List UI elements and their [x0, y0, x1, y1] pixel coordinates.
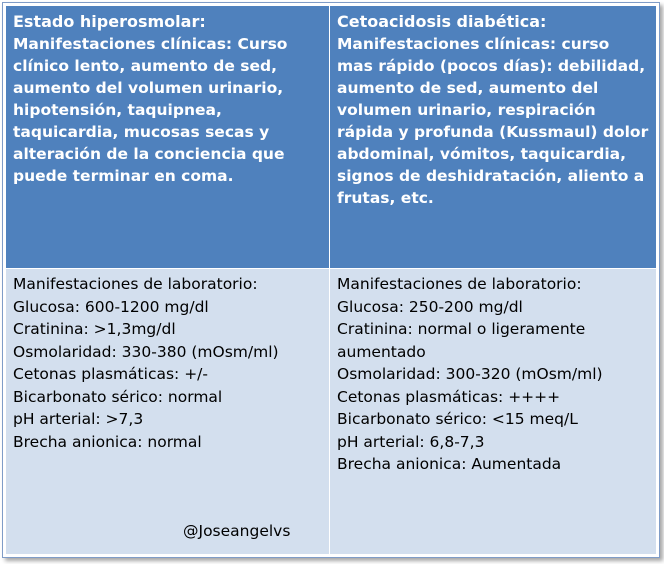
lab-ph: pH arterial: >7,3 [13, 410, 144, 428]
lab-ketones: Cetonas plasmáticas: ++++ [337, 387, 561, 406]
lab-bicarbonate: Bicarbonato sérico: normal [13, 387, 223, 406]
header-cell-ketoacidosis [330, 6, 656, 268]
lab-heading: Manifestaciones de laboratorio: [13, 275, 258, 293]
lab-cell-ketoacidosis [330, 268, 656, 554]
hyperosmolar-title: Estado hiperosmolar: [13, 12, 206, 31]
comparison-table [6, 6, 656, 554]
lab-osmolarity: Osmolaridad: 300-320 (mOsm/ml) [337, 365, 603, 383]
lab-glucose: Glucosa: 600-1200 mg/dl [13, 297, 209, 316]
lab-ph: pH arterial: 6,8-7,3 [337, 432, 485, 451]
lab-ketones: Cetonas plasmáticas: +/- [13, 365, 208, 383]
lab-creatinine: Cratinina: >1,3mg/dl [13, 320, 176, 338]
hyperosmolar-clinical-manifestations: Manifestaciones clínicas: Curso clínico lento, aumento de sed, aumento del volumen urinario, hipotensión, taquipnea, taquicardia, mucosas secas y alteración de la conciencia que puede terminar en coma. [13, 35, 288, 185]
ketoacidosis-clinical-manifestations: Manifestaciones clínicas: curso mas rápido (pocos días): debilidad, aumento de sed, aumento del volumen urinario, respiración rápida y profunda (Kussmaul) dolor abdominal, vómitos, taquicardia, signos de deshidratación, aliento a frutas, etc. [337, 35, 649, 207]
lab-creatinine: Cratinina: normal o ligeramente aumentado [337, 320, 586, 361]
lab-osmolarity: Osmolaridad: 330-380 (mOsm/ml) [13, 342, 279, 361]
lab-anion-gap: Brecha anionica: normal [13, 432, 202, 451]
lab-cell-hyperosmolar [6, 268, 330, 554]
comparison-table-frame [2, 2, 660, 558]
header-cell-hyperosmolar [6, 6, 330, 268]
lab-glucose: Glucosa: 250-200 mg/dl [337, 297, 523, 316]
lab-anion-gap: Brecha anionica: Aumentada [337, 455, 562, 473]
ketoacidosis-title: Cetoacidosis diabética: [337, 12, 547, 31]
lab-heading: Manifestaciones de laboratorio: [337, 275, 582, 293]
lab-bicarbonate: Bicarbonato sérico: <15 meq/L [337, 410, 578, 428]
author-credit: @Joseangelvs [183, 521, 291, 540]
